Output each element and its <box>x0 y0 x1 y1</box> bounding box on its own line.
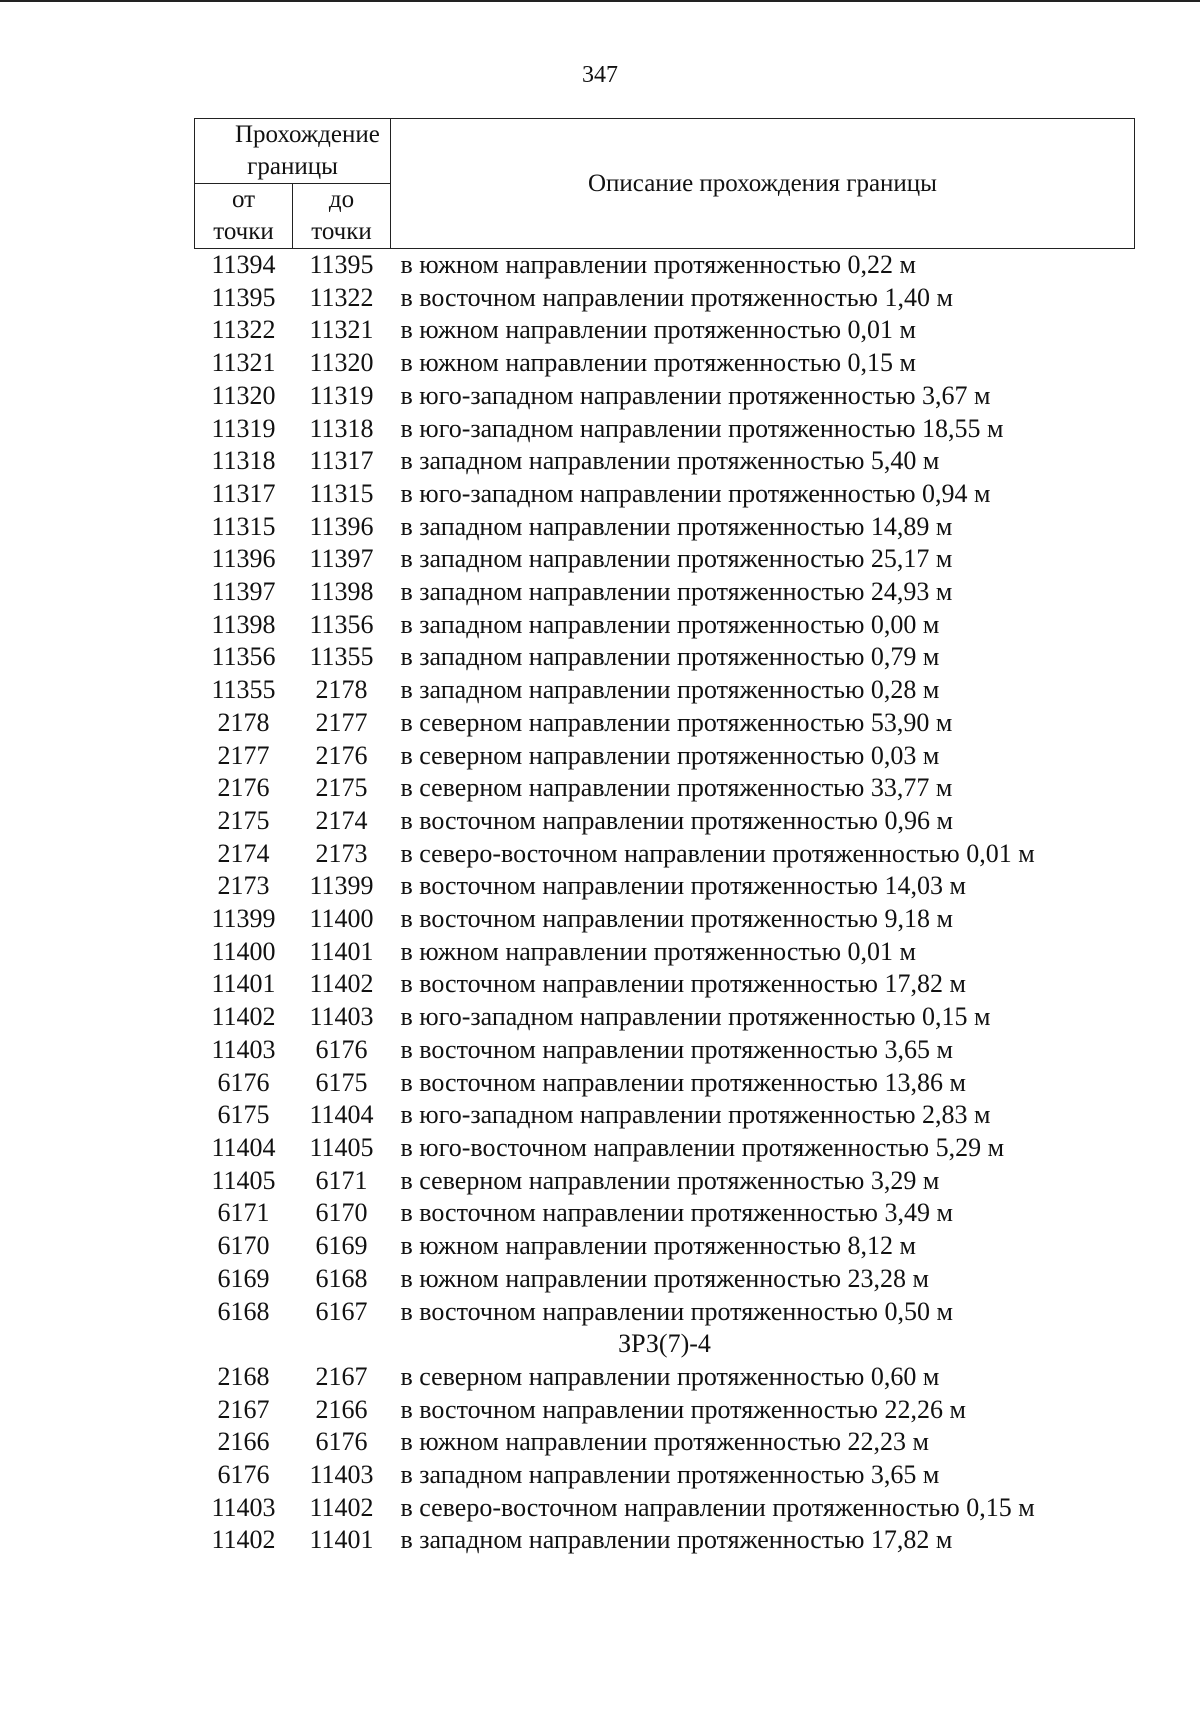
point-to: 6171 <box>315 1165 368 1195</box>
table-row <box>195 1524 1135 1557</box>
point-from: 11403 <box>211 1034 276 1064</box>
point-from: 11320 <box>211 380 276 410</box>
point-to: 11315 <box>309 478 374 508</box>
point-to: 11396 <box>309 511 374 541</box>
description-cell: в северном направлении протяженностью 0,60 м <box>400 1361 940 1391</box>
description-cell: в южном направлении протяженностью 23,28 м <box>400 1263 929 1293</box>
table-row <box>195 707 1135 740</box>
point-from: 11402 <box>211 1525 276 1555</box>
point-from: 2173 <box>217 871 270 901</box>
description-cell: в южном направлении протяженностью 8,12 м <box>400 1231 916 1261</box>
description-cell: в западном направлении протяженностью 0,28 м <box>400 675 940 705</box>
table-row <box>195 380 1135 413</box>
point-from: 6169 <box>217 1263 270 1293</box>
point-to: 6175 <box>315 1067 368 1097</box>
table-row <box>195 1001 1135 1034</box>
point-from: 11396 <box>211 544 276 574</box>
point-to: 11405 <box>309 1132 374 1162</box>
table-row <box>195 1132 1135 1165</box>
point-from: 6170 <box>217 1231 270 1261</box>
description-cell: в западном направлении протяженностью 17,82 м <box>400 1525 953 1555</box>
point-to: 11403 <box>309 1460 374 1490</box>
point-from: 6176 <box>217 1067 270 1097</box>
point-to: 6168 <box>315 1263 368 1293</box>
point-to: 2166 <box>315 1394 368 1424</box>
table-row <box>195 249 1135 282</box>
point-from: 11317 <box>211 478 276 508</box>
table-row <box>195 282 1135 315</box>
description-cell: в западном направлении протяженностью 0,79 м <box>400 642 940 672</box>
point-from: 11402 <box>211 1002 276 1032</box>
description-cell: в северном направлении протяженностью 3,29 м <box>400 1165 940 1195</box>
description-cell: в юго-западном направлении протяженностью 18,55 м <box>400 413 1004 443</box>
point-from: 11403 <box>211 1492 276 1522</box>
description-cell: в южном направлении протяженностью 0,01 м <box>400 936 916 966</box>
point-to: 11356 <box>309 609 374 639</box>
point-to: 11401 <box>309 936 374 966</box>
point-to: 11401 <box>309 1525 374 1555</box>
header-passage: Прохождение границы <box>195 119 391 184</box>
point-to: 11403 <box>309 1002 374 1032</box>
table-row <box>195 1067 1135 1100</box>
point-from: 11394 <box>211 250 276 279</box>
point-to: 2178 <box>315 675 368 705</box>
description-cell: в южном направлении протяженностью 0,15 м <box>400 348 916 378</box>
description-cell: в южном направлении протяженностью 0,01 м <box>400 315 916 345</box>
description-cell: в северо-восточном направлении протяженностью 0,15 м <box>400 1492 1035 1522</box>
table-row <box>195 1394 1135 1427</box>
point-from: 2176 <box>217 773 270 803</box>
point-to: 11322 <box>309 282 374 312</box>
point-from: 11404 <box>211 1132 276 1162</box>
point-to: 6170 <box>315 1198 368 1228</box>
point-from: 11318 <box>211 446 276 476</box>
point-from: 11319 <box>211 413 276 443</box>
point-to: 2176 <box>315 740 368 770</box>
description-cell: в западном направлении протяженностью 3,65 м <box>400 1460 940 1490</box>
table-row <box>195 772 1135 805</box>
table-row <box>195 936 1135 969</box>
point-from: 11356 <box>211 642 276 672</box>
point-to: 11355 <box>309 642 374 672</box>
table-row <box>195 576 1135 609</box>
table-row <box>195 805 1135 838</box>
section-title: ЗРЗ(7)-4 <box>618 1329 711 1359</box>
table-row <box>195 903 1135 936</box>
section-row <box>195 1328 1135 1361</box>
description-cell: в северном направлении протяженностью 33,77 м <box>400 773 953 803</box>
point-to: 11320 <box>309 348 374 378</box>
point-to: 11317 <box>309 446 374 476</box>
table-row <box>195 314 1135 347</box>
point-from: 11315 <box>211 511 276 541</box>
point-from: 11355 <box>211 675 276 705</box>
table-row <box>195 609 1135 642</box>
point-from: 11399 <box>211 904 276 934</box>
table-row <box>195 674 1135 707</box>
point-from: 2177 <box>217 740 270 770</box>
point-from: 11405 <box>211 1165 276 1195</box>
point-to: 11402 <box>309 1492 374 1522</box>
description-cell: в западном направлении протяженностью 24,93 м <box>400 577 953 607</box>
point-from: 6171 <box>217 1198 270 1228</box>
boundary-table <box>194 118 1135 1557</box>
table-row <box>195 1492 1135 1525</box>
table-row <box>195 1197 1135 1230</box>
description-cell: в восточном направлении протяженностью 9,18 м <box>400 904 953 934</box>
description-cell: в северо-восточном направлении протяженностью 0,01 м <box>400 838 1035 868</box>
table-row <box>195 1459 1135 1492</box>
table-row <box>195 1034 1135 1067</box>
point-from: 6176 <box>217 1460 270 1490</box>
point-to: 11402 <box>309 969 374 999</box>
point-to: 2173 <box>315 838 368 868</box>
point-to: 11397 <box>309 544 374 574</box>
point-to: 6169 <box>315 1231 368 1261</box>
table-row <box>195 511 1135 544</box>
description-cell: в юго-восточном направлении протяженностью 5,29 м <box>400 1132 1005 1162</box>
point-from: 2168 <box>217 1361 270 1391</box>
point-from: 11400 <box>211 936 276 966</box>
point-from: 11395 <box>211 282 276 312</box>
description-cell: в северном направлении протяженностью 0,03 м <box>400 740 940 770</box>
description-cell: в юго-западном направлении протяженностью 0,15 м <box>400 1002 991 1032</box>
point-from: 2178 <box>217 707 270 737</box>
description-cell: в восточном направлении протяженностью 0,50 м <box>400 1296 953 1326</box>
description-cell: в восточном направлении протяженностью 22,26 м <box>400 1394 966 1424</box>
table-row <box>195 1263 1135 1296</box>
table-row <box>195 543 1135 576</box>
description-cell: в западном направлении протяженностью 0,00 м <box>400 609 940 639</box>
header-description: Описание прохождения границы <box>391 119 1135 249</box>
point-from: 11322 <box>211 315 276 345</box>
table-row <box>195 838 1135 871</box>
table-header <box>195 119 1135 249</box>
table-row <box>195 870 1135 903</box>
table-row <box>195 445 1135 478</box>
description-cell: в юго-западном направлении протяженностью 3,67 м <box>400 380 991 410</box>
table-row <box>195 740 1135 773</box>
point-from: 6175 <box>217 1100 270 1130</box>
description-cell: в южном направлении протяженностью 0,22 м <box>400 250 916 279</box>
point-to: 11318 <box>309 413 374 443</box>
point-from: 11321 <box>211 348 276 378</box>
table-body <box>195 249 1135 1558</box>
point-from: 2167 <box>217 1394 270 1424</box>
page-number: 347 <box>582 62 618 88</box>
description-cell: в западном направлении протяженностью 14,89 м <box>400 511 953 541</box>
description-cell: в южном направлении протяженностью 22,23 м <box>400 1427 929 1457</box>
header-to: до точки <box>293 184 391 249</box>
description-cell: в западном направлении протяженностью 5,40 м <box>400 446 940 476</box>
point-from: 11397 <box>211 577 276 607</box>
description-cell: в восточном направлении протяженностью 3,65 м <box>400 1034 953 1064</box>
table-row <box>195 1165 1135 1198</box>
description-cell: в восточном направлении протяженностью 14,03 м <box>400 871 966 901</box>
point-from: 6168 <box>217 1296 270 1326</box>
description-cell: в восточном направлении протяженностью 13,86 м <box>400 1067 966 1097</box>
point-to: 2167 <box>315 1361 368 1391</box>
point-to: 11404 <box>309 1100 374 1130</box>
table-row <box>195 478 1135 511</box>
point-from: 2174 <box>217 838 270 868</box>
point-to: 6176 <box>315 1427 368 1457</box>
point-from: 11401 <box>211 969 276 999</box>
point-from: 2175 <box>217 805 270 835</box>
table-row <box>195 1230 1135 1263</box>
table-row <box>195 641 1135 674</box>
header-from: от точки <box>195 184 293 249</box>
top-border-line <box>0 0 1200 2</box>
point-from: 11398 <box>211 609 276 639</box>
description-cell: в юго-западном направлении протяженностью 0,94 м <box>400 478 991 508</box>
point-to: 11399 <box>309 871 374 901</box>
table-row <box>195 413 1135 446</box>
description-cell: в юго-западном направлении протяженностью 2,83 м <box>400 1100 991 1130</box>
description-cell: в восточном направлении протяженностью 1,40 м <box>400 282 953 312</box>
point-to: 6167 <box>315 1296 368 1326</box>
point-from: 2166 <box>217 1427 270 1457</box>
point-to: 11319 <box>309 380 374 410</box>
point-to: 11398 <box>309 577 374 607</box>
table-row <box>195 968 1135 1001</box>
table-row <box>195 1426 1135 1459</box>
point-to: 2177 <box>315 707 368 737</box>
point-to: 6176 <box>315 1034 368 1064</box>
description-cell: в восточном направлении протяженностью 0,96 м <box>400 805 953 835</box>
description-cell: в северном направлении протяженностью 53,90 м <box>400 707 953 737</box>
table-row <box>195 347 1135 380</box>
description-cell: в западном направлении протяженностью 25,17 м <box>400 544 953 574</box>
point-to: 11321 <box>309 315 374 345</box>
table-row <box>195 1296 1135 1329</box>
description-cell: в восточном направлении протяженностью 3,49 м <box>400 1198 953 1228</box>
table-row <box>195 1099 1135 1132</box>
point-to: 2174 <box>315 805 368 835</box>
point-to: 2175 <box>315 773 368 803</box>
table-row <box>195 1361 1135 1394</box>
point-to: 11400 <box>309 904 374 934</box>
point-to: 11395 <box>309 250 374 279</box>
description-cell: в восточном направлении протяженностью 17,82 м <box>400 969 966 999</box>
